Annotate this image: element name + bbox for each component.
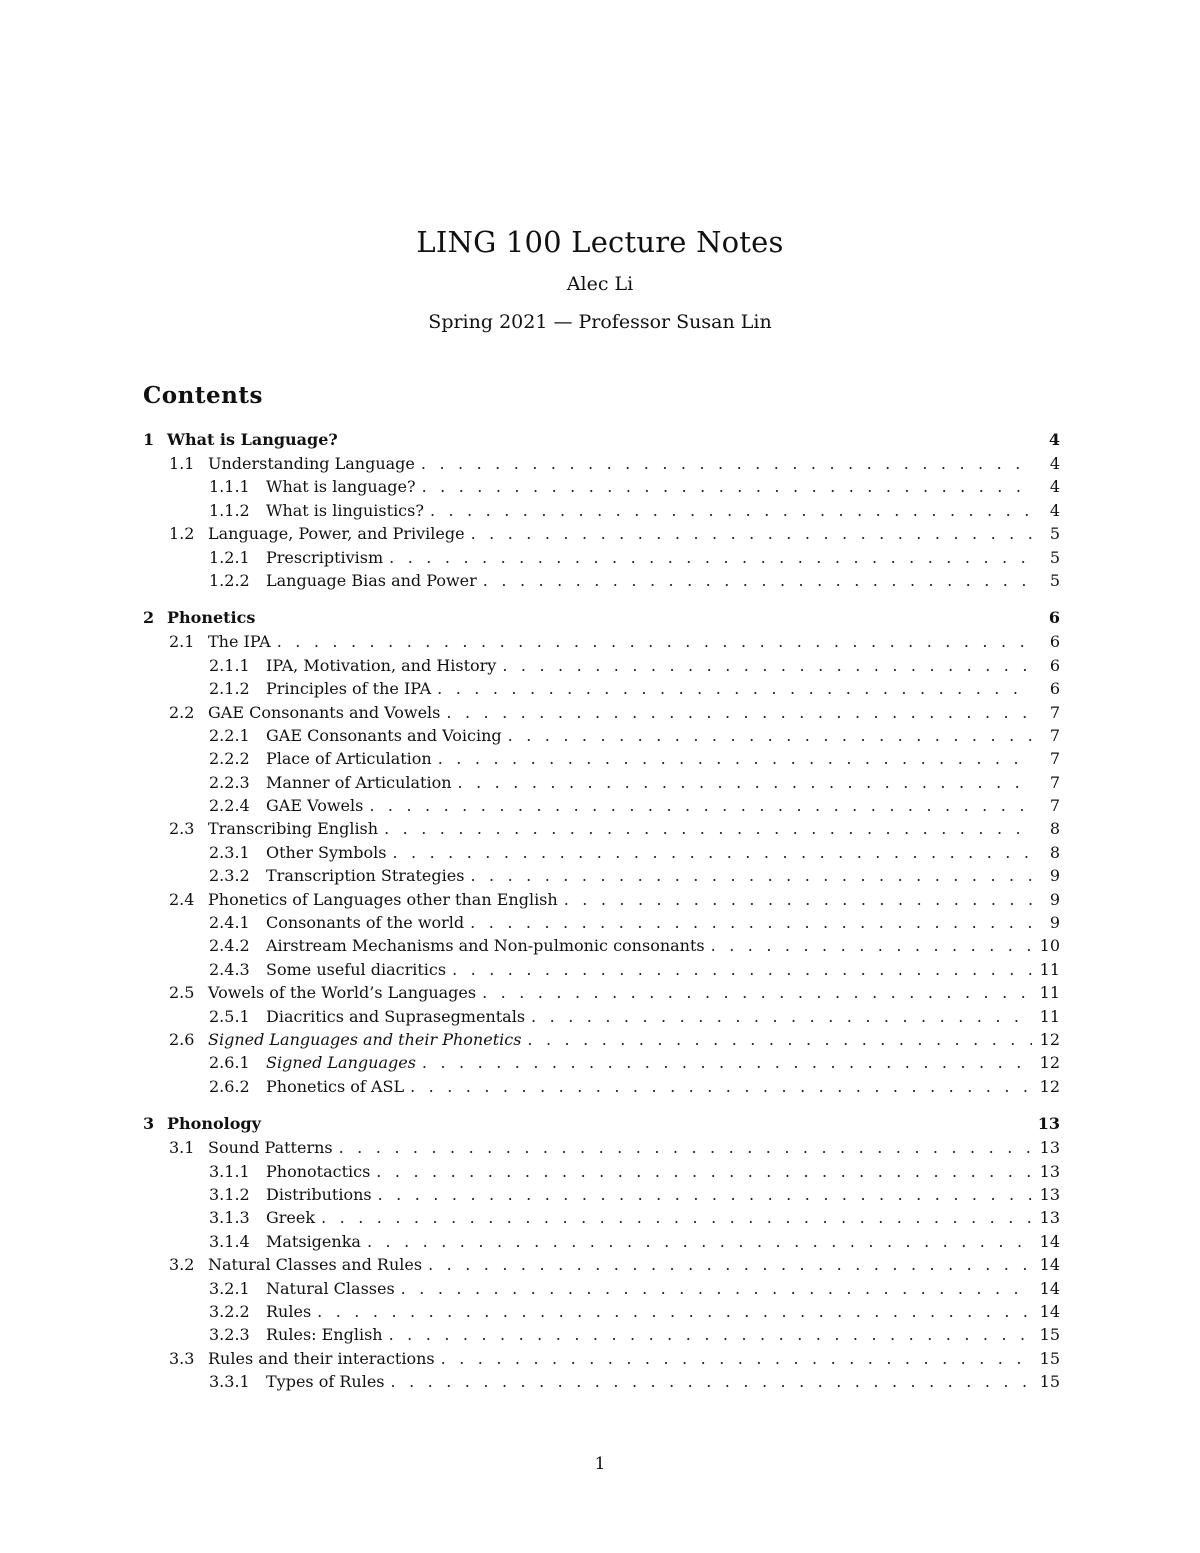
toc-entry-number: 2.6.1 — [209, 1053, 250, 1073]
toc-section-entry[interactable] — [143, 1136, 1060, 1159]
toc-subsection-entry[interactable] — [143, 747, 1060, 770]
toc-entry-number: 2.2.3 — [209, 772, 250, 792]
toc-subsection-entry[interactable] — [143, 864, 1060, 887]
toc-entry-page: 4 — [1049, 500, 1060, 520]
toc-entry-title: Rules — [266, 1301, 312, 1321]
toc-dot-leader — [508, 724, 1032, 747]
toc-entry-page: 12 — [1039, 1076, 1060, 1096]
toc-dot-leader — [502, 654, 1032, 677]
toc-dot-leader — [458, 771, 1032, 794]
toc-entry-number: 2.6 — [169, 1029, 195, 1049]
toc-entry-number: 2.3.1 — [209, 842, 250, 862]
toc-entry-title: Diacritics and Suprasegmentals — [266, 1006, 526, 1026]
toc-entry-number: 3.2.2 — [209, 1301, 250, 1321]
toc-entry-page: 4 — [1048, 430, 1060, 449]
toc-entry-title: Transcribing English — [208, 819, 379, 839]
toc-entry-title: Phonotactics — [266, 1161, 371, 1181]
toc-entry-page: 6 — [1048, 608, 1060, 628]
toc-dot-leader — [389, 546, 1032, 569]
page-number: 1 — [594, 1454, 606, 1474]
toc-subsection-entry[interactable] — [143, 771, 1060, 794]
toc-entry-number: 2.5 — [169, 983, 195, 1003]
toc-entry-number: 2.1 — [169, 632, 195, 652]
toc-entry-page: 4 — [1049, 454, 1060, 473]
toc-entry-title: Phonetics of Languages other than English — [208, 889, 558, 909]
toc-entry-page: 8 — [1049, 819, 1060, 839]
toc-entry-title: Natural Classes — [266, 1278, 395, 1298]
toc-entry-page: 6 — [1049, 632, 1060, 652]
toc-entry-title: GAE Consonants and Vowels — [208, 702, 441, 722]
toc-section-entry[interactable] — [143, 630, 1060, 653]
toc-dot-leader — [482, 981, 1032, 1004]
toc-entry-number: 2.3 — [169, 819, 195, 839]
toc-dot-leader — [422, 475, 1032, 498]
toc-dot-leader — [470, 911, 1032, 934]
toc-entry-title: The IPA — [208, 632, 271, 652]
toc-section-entry[interactable] — [143, 1028, 1060, 1051]
toc-entry-title: Transcription Strategies — [266, 866, 465, 886]
toc-entry-page: 14 — [1039, 1231, 1060, 1251]
toc-subsection-entry[interactable] — [143, 724, 1060, 747]
toc-subsection-entry[interactable] — [143, 934, 1060, 957]
toc-entry-number: 2.4 — [169, 889, 195, 909]
toc-entry-title: Language Bias and Power — [266, 570, 477, 590]
toc-entry-title: Consonants of the world — [266, 913, 465, 933]
toc-entry-number: 2.2.4 — [209, 796, 250, 816]
toc-entry-page: 12 — [1039, 1029, 1060, 1049]
toc-entry-number: 3.1 — [169, 1138, 195, 1158]
toc-entry-number: 2 — [143, 608, 155, 628]
toc-entry-title: What is language? — [266, 477, 416, 497]
toc-subsection-entry[interactable] — [143, 677, 1060, 700]
toc-entry-number: 3.1.3 — [209, 1208, 250, 1228]
toc-entry-number: 3.2.1 — [209, 1278, 250, 1298]
toc-dot-leader — [564, 888, 1032, 911]
toc-entry-title: Understanding Language — [208, 454, 415, 473]
toc-entry-title: Language, Power, and Privilege — [208, 524, 465, 544]
toc-dot-leader — [376, 1160, 1032, 1183]
toc-subsection-entry[interactable] — [143, 546, 1060, 569]
toc-entry-title: Sound Patterns — [208, 1138, 333, 1158]
toc-entry-title: Prescriptivism — [266, 547, 384, 567]
contents-heading: Contents — [143, 382, 263, 409]
toc-subsection-entry[interactable] — [143, 1005, 1060, 1028]
toc-entry-page: 13 — [1039, 1161, 1060, 1181]
toc-entry-number: 2.4.1 — [209, 913, 250, 933]
toc-entry-title: Matsigenka — [266, 1231, 361, 1251]
toc-subsection-entry[interactable] — [143, 1277, 1060, 1300]
toc-dot-leader — [339, 1136, 1032, 1159]
toc-entry-number: 3.2.3 — [209, 1325, 250, 1345]
toc-entry-number: 1.1.1 — [209, 477, 250, 497]
toc-entry-number: 2.5.1 — [209, 1006, 250, 1026]
toc-entry-title: Rules: English — [266, 1325, 383, 1345]
toc-dot-leader — [452, 958, 1032, 981]
toc-entry-number: 1 — [143, 430, 155, 449]
toc-dot-leader — [389, 1323, 1032, 1346]
toc-subsection-entry[interactable] — [143, 1323, 1060, 1346]
toc-entry-title: IPA, Motivation, and History — [266, 655, 497, 675]
toc-dot-leader — [483, 569, 1032, 592]
document-date-line: Spring 2021 — Professor Susan Lin — [428, 311, 772, 333]
toc-subsection-entry[interactable] — [143, 1370, 1060, 1393]
toc-section-entry[interactable] — [143, 888, 1060, 911]
toc-entry-page: 11 — [1039, 1006, 1060, 1026]
toc-entry-page: 9 — [1049, 889, 1060, 909]
toc-entry-page: 10 — [1039, 936, 1060, 956]
toc-dot-leader — [369, 794, 1032, 817]
toc-entry-title: Phonetics of ASL — [266, 1076, 405, 1096]
toc-dot-leader — [446, 701, 1032, 724]
toc-entry-title: Principles of the IPA — [266, 679, 432, 699]
title-block — [0, 222, 1200, 336]
toc-entry-page: 13 — [1039, 1184, 1060, 1204]
toc-entry-number: 1.2.1 — [209, 547, 250, 567]
toc-entry-page: 15 — [1039, 1325, 1060, 1345]
toc-entry-title: Greek — [266, 1208, 316, 1228]
toc-entry-title: Other Symbols — [266, 842, 387, 862]
toc-entry-number: 3.1.1 — [209, 1161, 250, 1181]
toc-entry-page: 15 — [1039, 1348, 1060, 1368]
toc-entry-page: 11 — [1039, 959, 1060, 979]
toc-chapter-entry[interactable] — [143, 1112, 1060, 1136]
toc-subsection-entry[interactable] — [143, 1051, 1060, 1074]
toc-entry-title: Natural Classes and Rules — [208, 1255, 423, 1275]
toc-subsection-entry[interactable] — [143, 654, 1060, 677]
toc-dot-leader — [438, 747, 1032, 770]
toc-entry-number: 2.1.1 — [209, 655, 250, 675]
toc-section-entry[interactable] — [143, 981, 1060, 1004]
toc-entry-title: Types of Rules — [266, 1372, 385, 1392]
toc-entry-page: 6 — [1049, 655, 1060, 675]
toc-entry-page: 14 — [1039, 1255, 1060, 1275]
toc-entry-page: 13 — [1039, 1208, 1060, 1228]
toc-dot-leader — [471, 522, 1032, 545]
toc-entry-number: 2.3.2 — [209, 866, 250, 886]
toc-dot-leader — [441, 1347, 1032, 1370]
toc-entry-page: 5 — [1049, 524, 1060, 544]
toc-dot-leader — [428, 1253, 1032, 1276]
toc-entry-title: Signed Languages — [266, 1053, 416, 1073]
toc-entry-page: 5 — [1049, 570, 1060, 590]
toc-entry-number: 3.1.2 — [209, 1184, 250, 1204]
toc-entry-page: 7 — [1049, 796, 1060, 816]
toc-entry-number: 3 — [143, 1114, 155, 1134]
toc-entry-number: 3.3.1 — [209, 1372, 250, 1392]
toc-entry-title: Some useful diacritics — [266, 959, 447, 979]
table-of-contents — [143, 428, 1060, 1407]
toc-subsection-entry[interactable] — [143, 1075, 1060, 1098]
toc-entry-page: 7 — [1049, 725, 1060, 745]
toc-subsection-entry[interactable] — [143, 1183, 1060, 1206]
toc-dot-leader — [422, 1051, 1032, 1074]
toc-entry-title: Distributions — [266, 1184, 372, 1204]
toc-entry-page: 13 — [1039, 1138, 1060, 1158]
toc-dot-leader — [430, 499, 1032, 522]
toc-entry-page: 9 — [1049, 913, 1060, 933]
toc-entry-number: 2.2 — [169, 702, 195, 722]
toc-entry-number: 3.1.4 — [209, 1231, 250, 1251]
toc-dot-leader — [391, 1370, 1032, 1393]
toc-entry-page: 6 — [1049, 679, 1060, 699]
toc-dot-leader — [367, 1230, 1032, 1253]
toc-subsection-entry[interactable] — [143, 1206, 1060, 1229]
toc-entry-page: 4 — [1049, 477, 1060, 497]
toc-entry-title: GAE Vowels — [266, 796, 364, 816]
toc-entry-page: 8 — [1049, 842, 1060, 862]
toc-entry-title: Airstream Mechanisms and Non-pulmonic consonants — [266, 936, 705, 956]
toc-subsection-entry[interactable] — [143, 958, 1060, 981]
toc-dot-leader — [401, 1277, 1032, 1300]
toc-chapter-block — [143, 606, 1060, 1098]
toc-entry-title: What is linguistics? — [266, 500, 424, 520]
toc-dot-leader — [437, 677, 1032, 700]
toc-entry-number: 2.1.2 — [209, 679, 250, 699]
toc-entry-title: Vowels of the World’s Languages — [208, 983, 477, 1003]
toc-chapter-entry[interactable] — [143, 428, 1060, 452]
toc-chapter-block — [143, 1112, 1060, 1393]
toc-entry-title: Rules and their interactions — [208, 1348, 435, 1368]
toc-entry-title: Manner of Articulation — [266, 772, 452, 792]
toc-dot-leader — [317, 1300, 1032, 1323]
toc-entry-page: 11 — [1039, 983, 1060, 1003]
toc-subsection-entry[interactable] — [143, 794, 1060, 817]
toc-entry-number: 1.2.2 — [209, 570, 250, 590]
toc-entry-page: 12 — [1039, 1053, 1060, 1073]
toc-entry-page: 7 — [1049, 749, 1060, 769]
document-author: Alec Li — [566, 273, 634, 295]
toc-entry-number: 2.4.3 — [209, 959, 250, 979]
toc-section-entry[interactable] — [143, 701, 1060, 724]
toc-entry-page: 14 — [1039, 1278, 1060, 1298]
toc-entry-page: 9 — [1049, 866, 1060, 886]
toc-dot-leader — [378, 1183, 1032, 1206]
toc-dot-leader — [527, 1028, 1032, 1051]
toc-entry-page: 7 — [1049, 702, 1060, 722]
document-title: LING 100 Lecture Notes — [416, 225, 784, 259]
toc-subsection-entry[interactable] — [143, 1300, 1060, 1323]
toc-section-entry[interactable] — [143, 522, 1060, 545]
toc-entry-title: GAE Consonants and Voicing — [266, 725, 502, 745]
toc-entry-title: Place of Articulation — [266, 749, 432, 769]
toc-entry-number: 2.4.2 — [209, 936, 250, 956]
toc-subsection-entry[interactable] — [143, 499, 1060, 522]
toc-dot-leader — [421, 452, 1032, 475]
toc-dot-leader — [277, 630, 1032, 653]
toc-subsection-entry[interactable] — [143, 475, 1060, 498]
toc-dot-leader — [392, 841, 1032, 864]
toc-entry-page: 15 — [1039, 1372, 1060, 1392]
toc-section-entry[interactable] — [143, 1253, 1060, 1276]
toc-dot-leader — [470, 864, 1032, 887]
toc-entry-page: 7 — [1049, 772, 1060, 792]
toc-entry-number: 2.2.2 — [209, 749, 250, 769]
toc-chapter-block — [143, 428, 1060, 592]
toc-entry-number: 1.2 — [169, 524, 195, 544]
toc-dot-leader — [711, 934, 1032, 957]
toc-section-entry[interactable] — [143, 1347, 1060, 1370]
toc-dot-leader — [321, 1206, 1032, 1229]
toc-entry-number: 3.3 — [169, 1348, 195, 1368]
toc-entry-number: 1.1.2 — [209, 500, 250, 520]
toc-dot-leader — [410, 1075, 1032, 1098]
toc-subsection-entry[interactable] — [143, 841, 1060, 864]
toc-chapter-entry[interactable] — [143, 606, 1060, 630]
toc-entry-page: 5 — [1049, 547, 1060, 567]
toc-dot-leader — [531, 1005, 1032, 1028]
toc-entry-number: 3.2 — [169, 1255, 195, 1275]
toc-subsection-entry[interactable] — [143, 1230, 1060, 1253]
toc-section-entry[interactable] — [143, 817, 1060, 840]
toc-entry-title: Signed Languages and their Phonetics — [208, 1029, 522, 1049]
toc-dot-leader — [384, 817, 1032, 840]
toc-entry-title: What is Language? — [167, 430, 338, 449]
toc-subsection-entry[interactable] — [143, 911, 1060, 934]
toc-subsection-entry[interactable] — [143, 1160, 1060, 1183]
toc-entry-number: 1.1 — [169, 454, 195, 473]
toc-entry-title: Phonology — [167, 1114, 261, 1134]
toc-entry-title: Phonetics — [167, 608, 256, 628]
toc-section-entry[interactable] — [143, 452, 1060, 475]
toc-entry-number: 2.6.2 — [209, 1076, 250, 1096]
toc-entry-page: 13 — [1037, 1114, 1060, 1134]
toc-subsection-entry[interactable] — [143, 569, 1060, 592]
toc-entry-number: 2.2.1 — [209, 725, 250, 745]
toc-entry-page: 14 — [1039, 1301, 1060, 1321]
